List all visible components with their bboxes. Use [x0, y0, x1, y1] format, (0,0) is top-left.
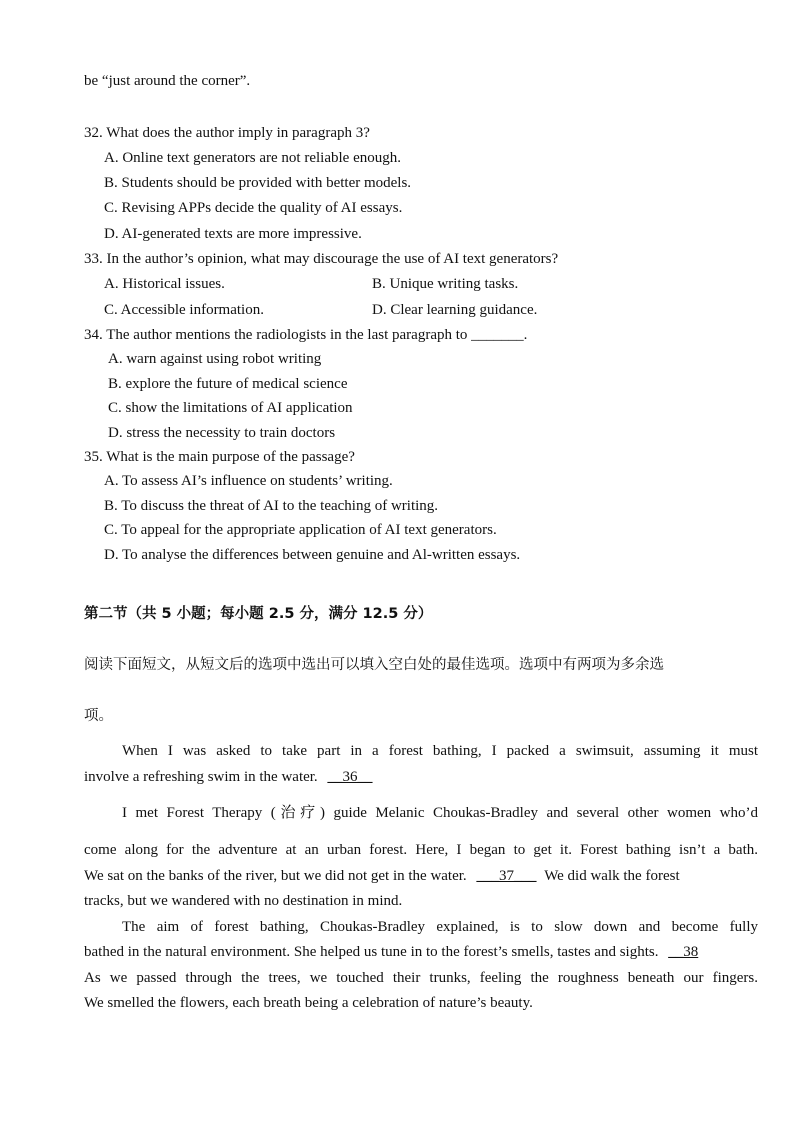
passage-p1-line-1: When I was asked to take part in a forest bathing, I packed a swimsuit, assuming it must [122, 743, 758, 759]
question-35-option-b[interactable]: B. To discuss the threat of AI to the teaching of writing. [104, 498, 439, 514]
question-32-option-c[interactable]: C. Revising APPs decide the quality of AI essays. [104, 200, 403, 216]
passage-p3-line-1: The aim of forest bathing, Choukas-Bradley explained, is to slow down and become fully [122, 919, 758, 935]
question-35-option-a[interactable]: A. To assess AI’s influence on students’ writing. [104, 473, 393, 489]
section-instruction-line-1: 阅读下面短文，从短文后的选项中选出可以填入空白处的最佳选项。选项中有两项为多余选 [84, 657, 664, 673]
passage-p2-line-4: tracks, but we wandered with no destination in mind. [84, 893, 403, 909]
passage-p1-text: involve a refreshing swim in the water. [84, 769, 318, 785]
question-32-option-a[interactable]: A. Online text generators are not reliable enough. [104, 150, 401, 166]
passage-p2-text-b: We did walk the forest [544, 868, 680, 884]
question-33-option-d[interactable]: D. Clear learning guidance. [372, 302, 538, 318]
question-34-stem: 34. The author mentions the radiologists in the last paragraph to _______. [84, 327, 528, 343]
question-34-option-c[interactable]: C. show the limitations of AI application [108, 400, 353, 416]
passage-p3-line-2 [84, 942, 758, 962]
blank-36[interactable]: __36__ [327, 769, 373, 785]
question-33-option-b[interactable]: B. Unique writing tasks. [372, 276, 519, 292]
question-34-option-b[interactable]: B. explore the future of medical science [108, 376, 348, 392]
section-title: 第二节（共 5 小题；每小题 2.5 分，满分 12.5 分） [84, 606, 433, 622]
question-34-option-d[interactable]: D. stress the necessity to train doctors [108, 425, 336, 441]
passage-p3-line-3: As we passed through the trees, we touched their trunks, feeling the roughness beneath our fingers. [84, 970, 758, 986]
passage-p2-line-2: come along for the adventure at an urban forest. Here, I began to get it. Forest bathing isn’t a bath. [84, 842, 758, 858]
passage-p1-line-2 [84, 767, 372, 787]
passage-p3-line-4: We smelled the flowers, each breath being a celebration of nature’s beauty. [84, 995, 533, 1011]
passage-p2-line-3 [84, 866, 758, 886]
blank-38[interactable]: __38 [668, 944, 699, 960]
question-32-option-d[interactable]: D. AI-generated texts are more impressive. [104, 226, 362, 242]
passage-p3-text: bathed in the natural environment. She helped us tune in to the forest’s smells, tastes and sights. [84, 944, 659, 960]
question-33-stem: 33. In the author’s opinion, what may discourage the use of AI text generators? [84, 251, 559, 267]
previous-passage-tail: be “just around the corner”. [84, 73, 251, 89]
question-32-option-b[interactable]: B. Students should be provided with better models. [104, 175, 412, 191]
question-33-option-c[interactable]: C. Accessible information. [104, 302, 264, 318]
question-35-stem: 35. What is the main purpose of the passage? [84, 449, 355, 465]
passage-p2-line-1: I met Forest Therapy (治疗) guide Melanic Choukas-Bradley and several other women who’d [122, 805, 758, 821]
section-instruction-line-2: 项。 [84, 708, 113, 724]
blank-37[interactable]: ___37___ [476, 868, 537, 884]
question-35-option-c[interactable]: C. To appeal for the appropriate application of AI text generators. [104, 522, 497, 538]
question-32-stem: 32. What does the author imply in paragraph 3? [84, 125, 370, 141]
passage-p2-text-a: We sat on the banks of the river, but we did not get in the water. [84, 868, 467, 884]
question-34-option-a[interactable]: A. warn against using robot writing [108, 351, 322, 367]
question-33-option-a[interactable]: A. Historical issues. [104, 276, 225, 292]
question-35-option-d[interactable]: D. To analyse the differences between genuine and Al-written essays. [104, 547, 521, 563]
